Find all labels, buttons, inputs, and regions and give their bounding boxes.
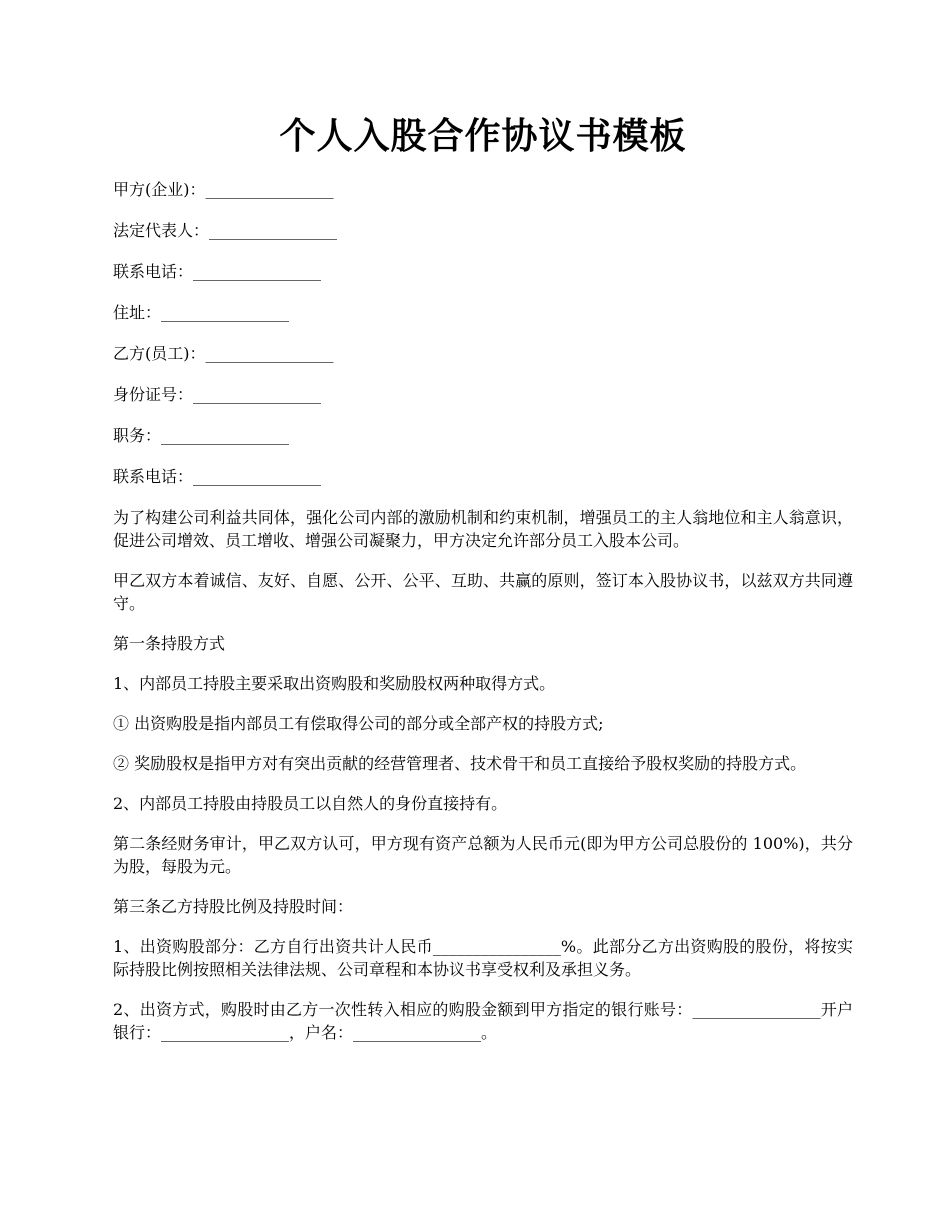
paragraph-purpose: 为了构建公司利益共同体，强化公司内部的激励机制和约束机制，增强员工的主人翁地位和主人翁意识，促进公司增效、员工增收、增强公司凝聚力，甲方决定允许部分员工入股本公司。 — [113, 508, 853, 550]
party-fields — [113, 178, 853, 489]
article-1-item-1b: ② 奖励股权是指甲方对有突出贡献的经营管理者、技术骨干和员工直接给予股权奖励的持股方式。 — [113, 754, 807, 773]
article-1-item-1a: ① 出资购股是指内部员工有偿取得公司的部分或全部产权的持股方式; — [113, 714, 604, 733]
address-field: 住址：________________ — [113, 303, 290, 322]
document-title: 个人入股合作协议书模板 — [279, 115, 687, 157]
article-1-item-1: 1、内部员工持股主要采取出资购股和奖励股权两种取得方式。 — [113, 674, 556, 693]
agreement-body — [113, 506, 853, 1044]
article-3-item-1: 1、出资购股部分：乙方自行出资共计人民币________________%。此部分乙方出资购股的股份，将按实际持股比例按照相关法律法规、公司章程和本协议书享受权利及承担义务。 — [113, 937, 853, 979]
article-2: 第二条经财务审计，甲乙双方认可，甲方现有资产总额为人民币元(即为甲方公司总股份的 100%)，共分为股，每股为元。 — [113, 834, 853, 876]
party-b-employee-field: 乙方(员工)：________________ — [113, 344, 334, 363]
article-3-heading: 第三条乙方持股比例及持股时间： — [113, 897, 354, 916]
id-number-field: 身份证号：________________ — [113, 385, 322, 404]
document-page — [113, 108, 853, 1061]
paragraph-principles: 甲乙双方本着诚信、友好、自愿、公开、公平、互助、共赢的原则，签订本入股协议书，以兹双方共同遵守。 — [113, 571, 853, 613]
article-1-item-2: 2、内部员工持股由持股员工以自然人的身份直接持有。 — [113, 794, 508, 813]
party-a-phone-field: 联系电话：________________ — [113, 262, 322, 281]
party-a-company-field: 甲方(企业)：________________ — [113, 180, 334, 199]
party-b-phone-field: 联系电话：________________ — [113, 467, 322, 486]
article-1-heading: 第一条持股方式 — [113, 634, 226, 653]
article-3-item-2: 2、出资方式，购股时由乙方一次性转入相应的购股金额到甲方指定的银行账号：________________开户银行：________________，户名：________________。 — [113, 1000, 853, 1042]
legal-representative-field: 法定代表人：________________ — [113, 221, 338, 240]
position-field: 职务：________________ — [113, 426, 290, 445]
